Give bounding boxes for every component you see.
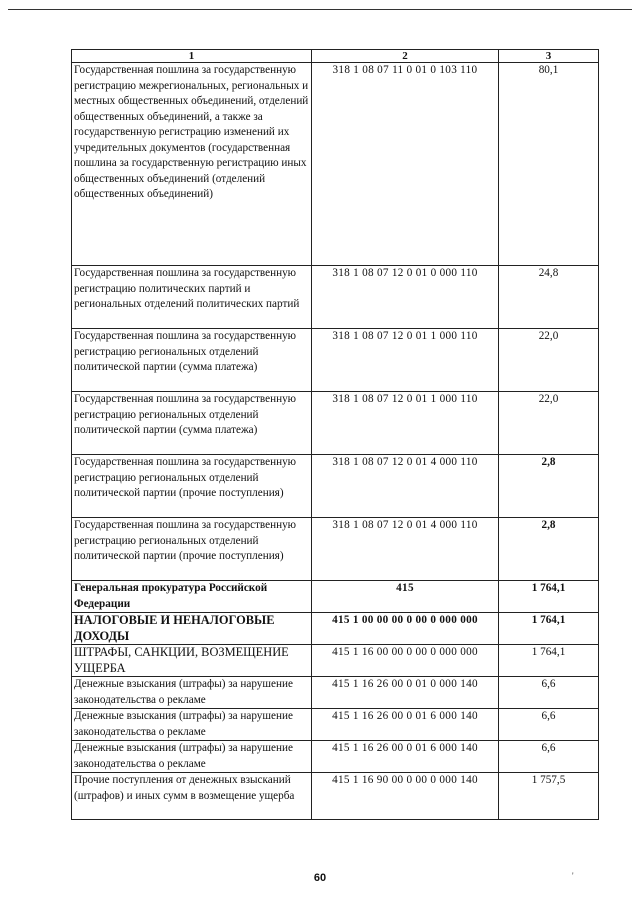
table-row [72, 741, 599, 773]
row-name: Денежные взыскания (штрафы) за нарушение законодательства о рекламе [72, 677, 312, 709]
row-code: 415 1 00 00 00 0 00 0 000 000 [312, 613, 499, 645]
page-number: 60 [313, 872, 327, 884]
row-value: 1 764,1 [499, 613, 599, 645]
row-value: 2,8 [499, 455, 599, 518]
table-row [72, 709, 599, 741]
header-col-1: 1 [72, 50, 312, 63]
header-col-2: 2 [312, 50, 499, 63]
table-row [72, 329, 599, 392]
row-name: Государственная пошлина за государственную регистрацию межрегиональных, региональных и местных общественных объединений, отделений общественных объединений, а также за государственную регистрацию изменений их учредительных документов (государственная пошлина за государственную регистрацию иных общественных объединений (отделений общественных объединений) [72, 63, 312, 266]
row-value: 1 764,1 [499, 645, 599, 677]
row-name: Денежные взыскания (штрафы) за нарушение законодательства о рекламе [72, 709, 312, 741]
top-rule [8, 9, 632, 10]
row-code: 318 1 08 07 12 0 01 1 000 110 [312, 392, 499, 455]
table-row [72, 455, 599, 518]
budget-table-container [71, 49, 598, 820]
table-row [72, 645, 599, 677]
table-row [72, 63, 599, 266]
row-name: Государственная пошлина за государственную регистрацию политических партий и региональных отделений политических партий [72, 266, 312, 329]
row-value: 1 764,1 [499, 581, 599, 613]
row-code: 318 1 08 07 11 0 01 0 103 110 [312, 63, 499, 266]
row-name: ШТРАФЫ, САНКЦИИ, ВОЗМЕЩЕНИЕ УЩЕРБА [72, 645, 312, 677]
row-code: 318 1 08 07 12 0 01 4 000 110 [312, 518, 499, 581]
table-row [72, 677, 599, 709]
row-name: Государственная пошлина за государственную регистрацию региональных отделений политической партии (сумма платежа) [72, 329, 312, 392]
table-row [72, 581, 599, 613]
row-code: 415 1 16 26 00 0 01 6 000 140 [312, 741, 499, 773]
row-value: 6,6 [499, 709, 599, 741]
table-row [72, 518, 599, 581]
row-code: 318 1 08 07 12 0 01 1 000 110 [312, 329, 499, 392]
row-value: 80,1 [499, 63, 599, 266]
row-value: 6,6 [499, 677, 599, 709]
row-value: 2,8 [499, 518, 599, 581]
row-value: 22,0 [499, 329, 599, 392]
table-row [72, 392, 599, 455]
row-value: 22,0 [499, 392, 599, 455]
row-code: 415 1 16 00 00 0 00 0 000 000 [312, 645, 499, 677]
row-name: Генеральная прокуратура Российской Федерации [72, 581, 312, 613]
row-name: Прочие поступления от денежных взысканий (штрафов) и иных сумм в возмещение ущерба [72, 773, 312, 820]
row-name: НАЛОГОВЫЕ И НЕНАЛОГОВЫЕ ДОХОДЫ [72, 613, 312, 645]
header-row [72, 50, 599, 63]
row-name: Государственная пошлина за государственную регистрацию региональных отделений политической партии (прочие поступления) [72, 455, 312, 518]
row-code: 318 1 08 07 12 0 01 0 000 110 [312, 266, 499, 329]
header-col-3: 3 [499, 50, 599, 63]
stray-mark: ' [572, 871, 574, 881]
row-name: Денежные взыскания (штрафы) за нарушение законодательства о рекламе [72, 741, 312, 773]
row-value: 24,8 [499, 266, 599, 329]
row-code: 415 [312, 581, 499, 613]
table-row [72, 613, 599, 645]
row-code: 415 1 16 26 00 0 01 0 000 140 [312, 677, 499, 709]
row-name: Государственная пошлина за государственную регистрацию региональных отделений политической партии (сумма платежа) [72, 392, 312, 455]
budget-table [71, 49, 599, 820]
row-value: 1 757,5 [499, 773, 599, 820]
table-row [72, 773, 599, 820]
row-value: 6,6 [499, 741, 599, 773]
row-code: 415 1 16 26 00 0 01 6 000 140 [312, 709, 499, 741]
row-name: Государственная пошлина за государственную регистрацию региональных отделений политической партии (прочие поступления) [72, 518, 312, 581]
row-code: 415 1 16 90 00 0 00 0 000 140 [312, 773, 499, 820]
table-row [72, 266, 599, 329]
row-code: 318 1 08 07 12 0 01 4 000 110 [312, 455, 499, 518]
